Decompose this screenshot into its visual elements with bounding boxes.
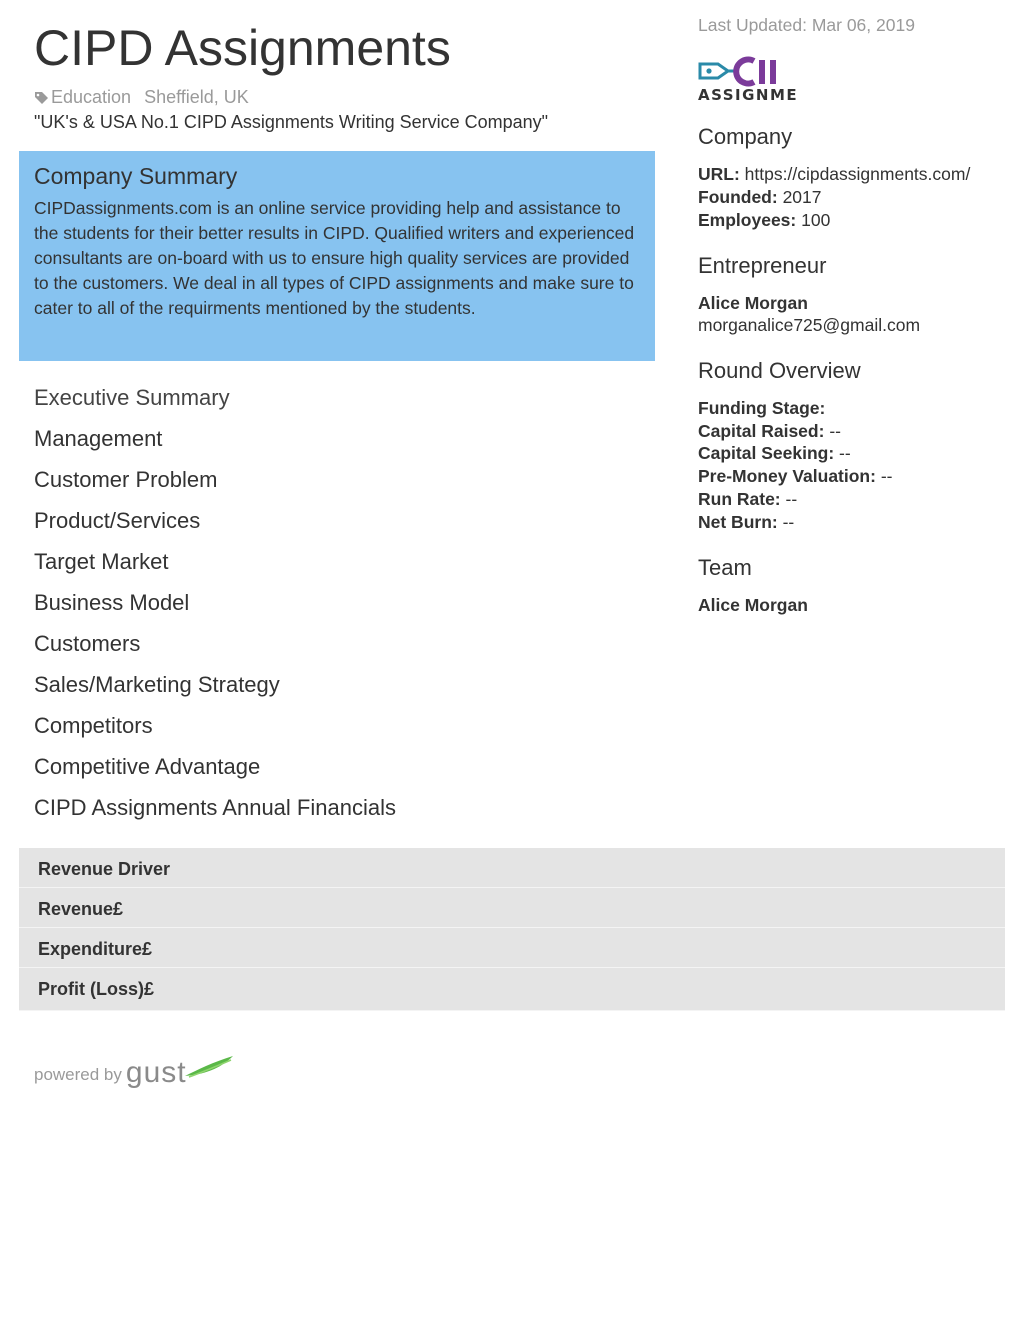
team-heading: Team [698,555,752,580]
gust-logo-text: gust [125,1056,187,1089]
company-url [698,163,970,186]
company-title: CIPD Assignments [34,20,451,76]
section-management[interactable]: Management [34,426,163,451]
entrepreneur-name [698,292,808,315]
table-row: Profit (Loss)£ [19,968,1005,1011]
section-list [34,383,396,834]
company-heading: Company [698,124,793,149]
company-tags [34,87,249,108]
pre-money-valuation [698,465,892,488]
section-competitors[interactable]: Competitors [34,713,153,738]
url-label: URL: [698,164,740,184]
funding-stage [698,397,825,420]
entrepreneur-name-text: Alice Morgan [698,293,808,313]
section-business-model[interactable]: Business Model [34,590,190,615]
section-customer-problem[interactable]: Customer Problem [34,467,218,492]
run-rate-label: Run Rate: [698,489,781,509]
capital-seeking-value: -- [839,443,851,463]
founded-label: Founded: [698,187,778,207]
section-product-services[interactable]: Product/Services [34,508,201,533]
company-summary-box [19,151,655,361]
table-row: Revenue Driver [19,848,1005,888]
last-updated: Last Updated: Mar 06, 2019 [698,15,915,35]
entrepreneur-heading: Entrepreneur [698,253,827,278]
company-logo [698,58,799,111]
section-competitive-advantage[interactable]: Competitive Advantage [34,754,261,779]
company-tagline: "UK's & USA No.1 CIPD Assignments Writing Service Company" [34,112,549,132]
capital-raised-value: -- [829,421,841,441]
summary-text: CIPDassignments.com is an online service providing help and assistance to the students for their better results in CIPD. Qualified writers and experienced consultants are on-board with us to ensure high quality services are provided to the customers. We deal in all types of CIPD assignments and make sure to cater to all of the requirments mentioned by the students. [34,198,635,318]
team-member-name: Alice Morgan [698,595,808,615]
url-link[interactable]: https://cipdassignments.com/ [744,164,971,184]
powered-by-label: powered by [34,1065,122,1084]
company-founded [698,186,822,209]
employees-label: Employees: [698,210,797,230]
capital-seeking [698,442,851,465]
powered-by-gust[interactable] [34,1054,235,1090]
tag-icon [34,91,49,105]
table-row: Revenue£ [19,888,1005,928]
section-executive-summary[interactable]: Executive Summary [34,385,230,410]
summary-heading: Company Summary [34,163,238,189]
team-member [698,594,808,617]
employees-value: 100 [801,210,831,230]
net-burn-value: -- [782,512,795,532]
pre-money-value: -- [880,466,893,486]
founded-value: 2017 [782,187,822,207]
logo-wordmark: ASSIGNME [698,86,799,104]
entrepreneur-email[interactable]: morganalice725@gmail.com [698,315,921,335]
section-annual-financials[interactable]: CIPD Assignments Annual Financials [34,795,396,820]
run-rate-value: -- [785,489,798,509]
leaf-icon [183,1054,235,1080]
round-overview-heading: Round Overview [698,358,861,383]
capital-seeking-label: Capital Seeking: [698,443,835,463]
capital-raised [698,420,841,443]
company-employees [698,209,830,232]
pre-money-label: Pre-Money Valuation: [698,466,876,486]
section-customers[interactable]: Customers [34,631,141,656]
category-link[interactable]: Education [51,87,132,107]
net-burn-label: Net Burn: [698,512,778,532]
capital-raised-label: Capital Raised: [698,421,825,441]
location-text: Sheffield, UK [144,87,249,107]
section-target-market[interactable]: Target Market [34,549,169,574]
table-row: Expenditure£ [19,928,1005,968]
funding-stage-label: Funding Stage: [698,398,826,418]
run-rate [698,488,797,511]
net-burn [698,511,794,534]
financials-table [19,848,1005,1011]
section-sales-marketing[interactable]: Sales/Marketing Strategy [34,672,280,697]
